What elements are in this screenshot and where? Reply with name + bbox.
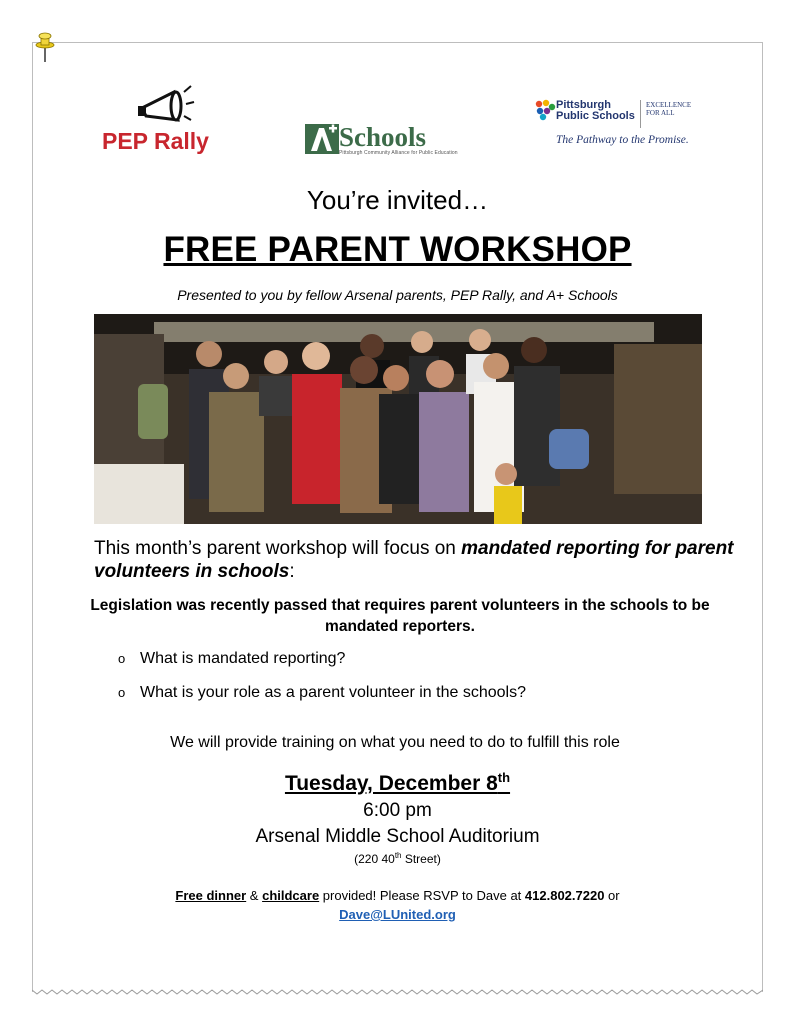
pps-name bbox=[556, 100, 635, 122]
aplus-schools-subtitle: Pittsburgh Community Alliance for Public Education bbox=[339, 150, 458, 156]
group-photo bbox=[94, 314, 702, 524]
pittsburgh-public-schools-logo bbox=[534, 97, 714, 155]
aplus-mark-icon bbox=[305, 124, 339, 154]
focus-intro: This month’s parent workshop will focus on bbox=[94, 538, 462, 559]
address-pre: (220 40 bbox=[354, 852, 395, 866]
event-date bbox=[32, 770, 763, 796]
group-photo-illustration bbox=[94, 314, 702, 524]
rsvp-line bbox=[32, 886, 763, 905]
bullet-marker: o bbox=[118, 651, 126, 666]
event-time: 6:00 pm bbox=[363, 800, 432, 821]
event-date-suffix: th bbox=[497, 770, 511, 785]
event-venue: Arsenal Middle School Auditorium bbox=[255, 826, 540, 847]
pps-excellence bbox=[646, 101, 691, 117]
pep-rally-logo bbox=[100, 80, 230, 160]
legislation-note: Legislation was recently passed that requires parent volunteers in the schools to be mandated reporters. bbox=[90, 597, 710, 635]
rsvp-amp: & bbox=[246, 888, 263, 903]
bullet-text: What is your role as a parent volunteer in the schools? bbox=[140, 684, 526, 701]
address-sup: th bbox=[394, 851, 402, 860]
page-title: FREE PARENT WORKSHOP bbox=[163, 230, 632, 269]
pep-rally-wordmark: PEP Rally bbox=[102, 128, 209, 154]
rsvp-email-link[interactable]: Dave@LUnited.org bbox=[339, 907, 456, 922]
pps-excellence-line2: FOR ALL bbox=[646, 109, 675, 117]
rsvp-email-line bbox=[32, 905, 763, 924]
list-item bbox=[118, 650, 345, 668]
invitation-line: You’re invited… bbox=[306, 185, 489, 215]
event-date-text: Tuesday, December 8 bbox=[284, 772, 498, 795]
rsvp-text: provided! Please RSVP to Dave at bbox=[319, 888, 525, 903]
pps-tagline: The Pathway to the Promise. bbox=[556, 134, 689, 146]
rsvp-phone: 412.802.7220 bbox=[524, 888, 605, 903]
pps-name-line1: Pittsburgh bbox=[556, 99, 611, 111]
training-note: We will provide training on what you need to do to fulfill this role bbox=[170, 734, 620, 751]
pps-excellence-line1: EXCELLENCE bbox=[646, 101, 692, 109]
pps-name-line2: Public Schools bbox=[556, 110, 635, 122]
focus-topic: mandated reporting for parent volunteers in schools bbox=[94, 538, 734, 582]
pps-dots-icon bbox=[534, 99, 556, 121]
rsvp-note bbox=[32, 886, 763, 924]
aplus-schools-wordmark: Schools bbox=[339, 122, 427, 152]
pushpin-icon[interactable] bbox=[34, 30, 58, 64]
event-address bbox=[32, 851, 763, 866]
focus-paragraph bbox=[94, 537, 734, 583]
pps-divider bbox=[640, 100, 641, 128]
rsvp-childcare: childcare bbox=[262, 888, 320, 903]
page-tear-edge bbox=[32, 984, 763, 996]
address-post: Street) bbox=[401, 852, 441, 866]
bullet-marker: o bbox=[118, 685, 126, 700]
megaphone-icon bbox=[136, 82, 196, 128]
focus-end: : bbox=[289, 561, 295, 582]
presented-by: Presented to you by fellow Arsenal parents, PEP Rally, and A+ Schools bbox=[177, 287, 618, 303]
list-item bbox=[118, 684, 526, 702]
rsvp-or: or bbox=[604, 888, 620, 903]
rsvp-dinner: Free dinner bbox=[175, 888, 247, 903]
bullet-text: What is mandated reporting? bbox=[140, 650, 346, 667]
aplus-schools-logo bbox=[303, 118, 478, 160]
